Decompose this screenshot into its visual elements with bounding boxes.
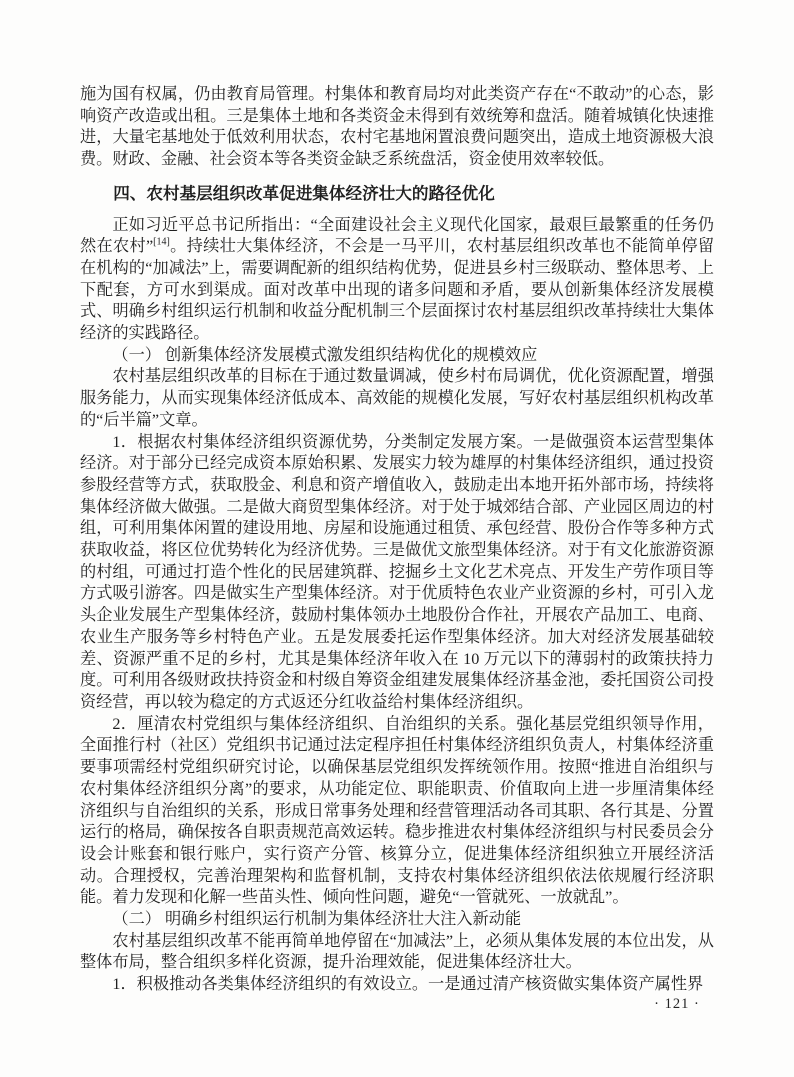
body-paragraph-sub2-intro: 农村基层组织改革不能再简单地停留在“加减法”上，必须从集体发展的本位出发，从整体布局，整合组织多样化资源，提升治理效能，促进集体经济壮大。 <box>80 931 714 972</box>
intro-text-post: 。持续壮大集体经济，不会是一马平川，农村基层组织改革也不能简单停留在机构的“加减法”上，需要调配新的组织结构优势，促进县乡村三级联动、整体思考、上下配套，方可水到渠成。面对改革中出现的诸多问题和矛盾，要从创新集体经济发展模式、明确乡村组织运行机制和收益分配机制三个层面探讨农村基层组织改革持续壮大集体经济的实践路径。 <box>80 237 715 343</box>
body-paragraph-sub2-point1: 1．积极推动各类集体经济组织的有效设立。一是通过清产核资做实集体资产属性界 <box>112 975 704 994</box>
page-body <box>80 84 714 996</box>
page-number: · 121 · <box>654 996 700 1012</box>
subsection-heading-2: （二） 明确乡村组织运行机制为集体经济壮大注入新动能 <box>112 910 522 929</box>
subsection-heading-1: （一） 创新集体经济发展模式激发组织结构优化的规模效应 <box>112 345 538 364</box>
body-paragraph-sub1-point1: 1．根据农村集体经济组织资源优势，分类制定发展方案。一是做强资本运营型集体经济。对于部分已经完成资本原始积累、发展实力较为雄厚的村集体经济组织，通过投资参股经营等方式，获取股金、利息和资产增值收入，鼓励走出本地开拓外部市场，持续将集体经济做大做强。二是做大商贸型集体经济。对于处于城郊结合部、产业园区周边的村组，可利用集体闲置的建设用地、房屋和设施通过租赁、承包经营、股份合作等多种方式获取收益，将区位优势转化为经济优势。三是做优文旅型集体经济。对于有文化旅游资源的村组，可通过打造个性化的民居建筑群、挖掘乡土文化艺术亮点、开发生产劳作项目等方式吸引游客。四是做实生产型集体经济。对于优质特色农业产业资源的乡村，可引入龙头企业发展生产型集体经济，鼓励村集体领办土地股份合作社，开展农产品加工、电商、农业生产服务等乡村特色产业。五是发展委托运作型集体经济。加大对经济发展基础较差、资源严重不足的乡村，尤其是集体经济年收入在 10 万元以下的薄弱村的政策扶持力度。可利用各级财政扶持资金和村级自筹资金组建发展集体经济基金池，委托国资公司投资经营，再以较为稳定的方式返还分红收益给村集体经济组织。 <box>80 432 714 711</box>
body-paragraph-sub1-intro: 农村基层组织改革的目标在于通过数量调减，使乡村布局调优，优化资源配置，增强服务能力，从而实现集体经济低成本、高效能的规模化发展，写好农村基层组织机构改革的“后半篇”文章。 <box>80 367 714 429</box>
body-paragraph-sub1-point2: 2．厘清农村党组织与集体经济组织、自治组织的关系。强化基层党组织领导作用，全面推行村（社区）党组织书记通过法定程序担任村集体经济组织负责人，村集体经济重要事项需经村党组织研究讨论，以确保基层党组织发挥统领作用。按照“推进自治组织与农村集体经济组织分离”的要求，从功能定位、职能职责、价值取向上进一步厘清集体经济组织与自治组织的关系，形成日常事务处理和经营管理活动各司其职、各行其是、分置运行的格局，确保按各自职责规范高效运转。稳步推进农村集体经济组织与村民委员会分设会计账套和银行账户，实行资产分管、核算分立，促进集体经济组织独立开展经济活动。合理授权，完善治理架构和监督机制，支持农村集体经济组织依法依规履行经济职能。着力发现和化解一些苗头性、倾向性问题，避免“一管就死、一放就乱”。 <box>80 714 714 907</box>
footnote-reference-14: [14] <box>153 236 170 248</box>
body-paragraph-continuation: 施为国有权属，仍由教育局管理。村集体和教育局均对此类资产存在“不敢动”的心态，影响资产改造或出租。三是集体土地和各类资金未得到有效统筹和盘活。随着城镇化快速推进，大量宅基地处于低效利用状态，农村宅基地闲置浪费问题突出，造成土地资源极大浪费。财政、金融、社会资本等各类资金缺乏系统盘活，资金使用效率较低。 <box>80 85 714 169</box>
body-paragraph-intro <box>80 215 714 345</box>
section-heading-4: 四、农村基层组织改革促进集体经济壮大的路径优化 <box>113 183 495 203</box>
intro-text-pre: 正如习近平总书记所指出：“全面建设社会主义现代化国家，最艰巨最繁重的任务仍然在农村” <box>80 215 714 256</box>
